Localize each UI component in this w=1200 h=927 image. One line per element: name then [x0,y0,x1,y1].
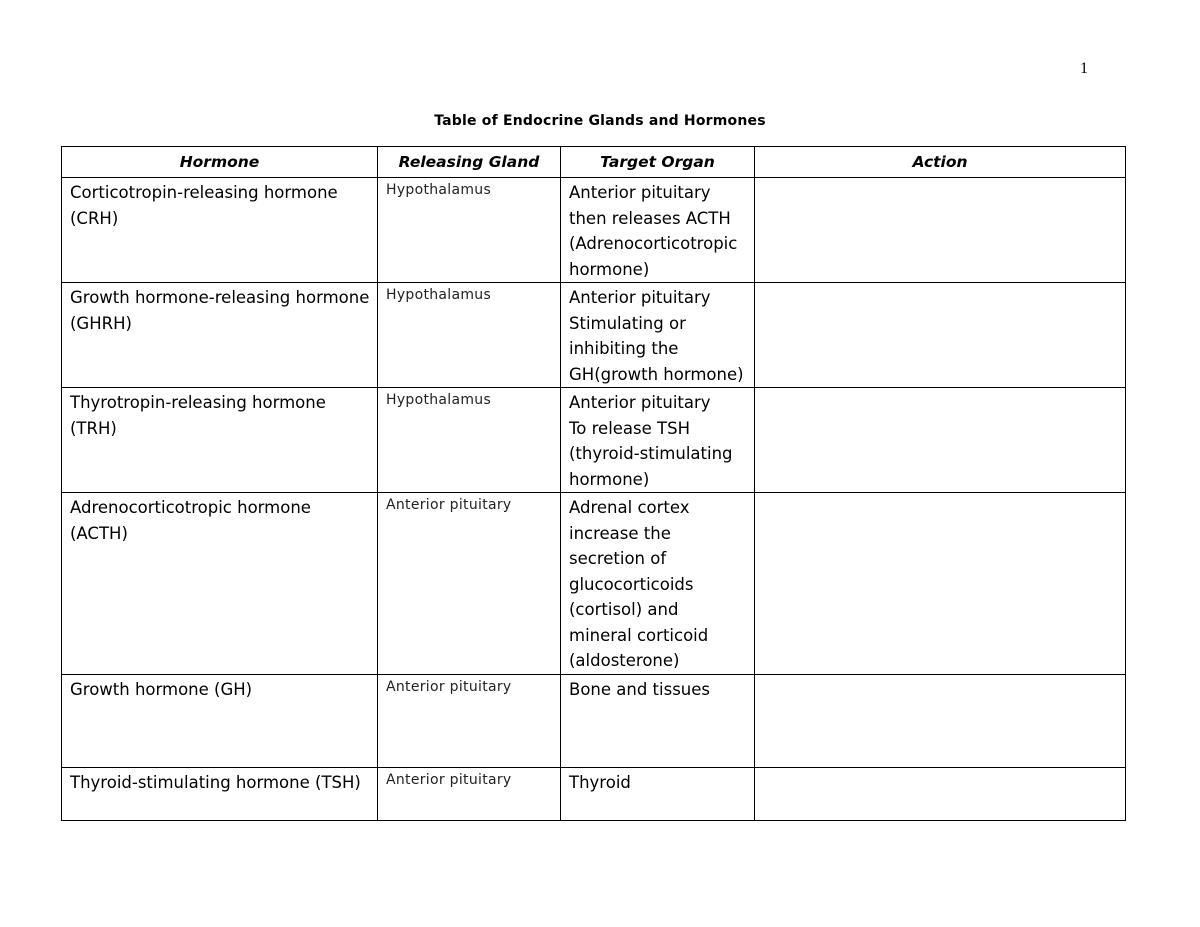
table-row [62,674,1126,767]
header-target-organ: Target Organ [561,147,755,178]
target-line: inhibiting the [569,339,679,358]
target-line: secretion of [569,549,667,568]
target-line: glucocorticoids [569,574,694,594]
target-cell [561,767,755,820]
target-line: (thyroid-stimulating [569,444,733,463]
gland-cell: Anterior pituitary [378,674,561,767]
action-cell [755,767,1126,820]
table-row [62,283,1126,388]
gland-cell: Anterior pituitary [378,767,561,820]
table-row [62,178,1126,283]
target-cell [561,674,755,767]
document-title: Table of Endocrine Glands and Hormones [434,113,766,129]
hormone-cell: Corticotropin-releasing hormone (CRH) [62,178,378,283]
hormone-cell: Thyroid-stimulating hormone (TSH) [62,767,378,820]
target-line: (cortisol) and [569,600,679,619]
hormone-cell: Growth hormone (GH) [62,674,378,767]
gland-cell: Anterior pituitary [378,493,561,675]
target-line: mineral corticoid [569,625,709,645]
target-line: hormone) [569,469,650,489]
target-cell [561,388,755,493]
table-row [62,767,1126,820]
target-line: Thyroid [569,772,631,792]
table-row [62,388,1126,493]
action-cell [755,674,1126,767]
target-line: then releases ACTH [569,208,731,228]
table-row [62,493,1126,675]
target-cell [561,178,755,283]
target-line: GH(growth hormone) [569,364,744,384]
target-line: To release TSH [569,418,690,438]
page-number: 1 [1080,60,1088,77]
target-line: (aldosterone) [569,651,680,670]
target-line: Anterior pituitary [569,183,711,202]
target-line: Stimulating or [569,313,686,333]
target-line: Adrenal cortex [569,498,690,517]
endocrine-table [61,146,1126,821]
action-cell [755,178,1126,283]
hormone-cell: Growth hormone-releasing hormone (GHRH) [62,283,378,388]
action-cell [755,283,1126,388]
target-line: increase the [569,523,671,543]
action-cell [755,493,1126,675]
target-line: (Adrenocorticotropic [569,234,738,253]
table-header-row [62,147,1126,178]
header-hormone: Hormone [62,147,378,178]
target-line: Anterior pituitary [569,393,711,412]
gland-cell: Hypothalamus [378,388,561,493]
action-cell [755,388,1126,493]
header-action: Action [755,147,1126,178]
gland-cell: Hypothalamus [378,283,561,388]
target-cell [561,493,755,675]
target-line: Anterior pituitary [569,288,711,307]
header-releasing-gland: Releasing Gland [378,147,561,178]
target-line: hormone) [569,259,650,279]
gland-cell: Hypothalamus [378,178,561,283]
hormone-cell: Adrenocorticotropic hormone (ACTH) [62,493,378,675]
target-line: Bone and tissues [569,679,711,699]
target-cell [561,283,755,388]
hormone-cell: Thyrotropin-releasing hormone (TRH) [62,388,378,493]
